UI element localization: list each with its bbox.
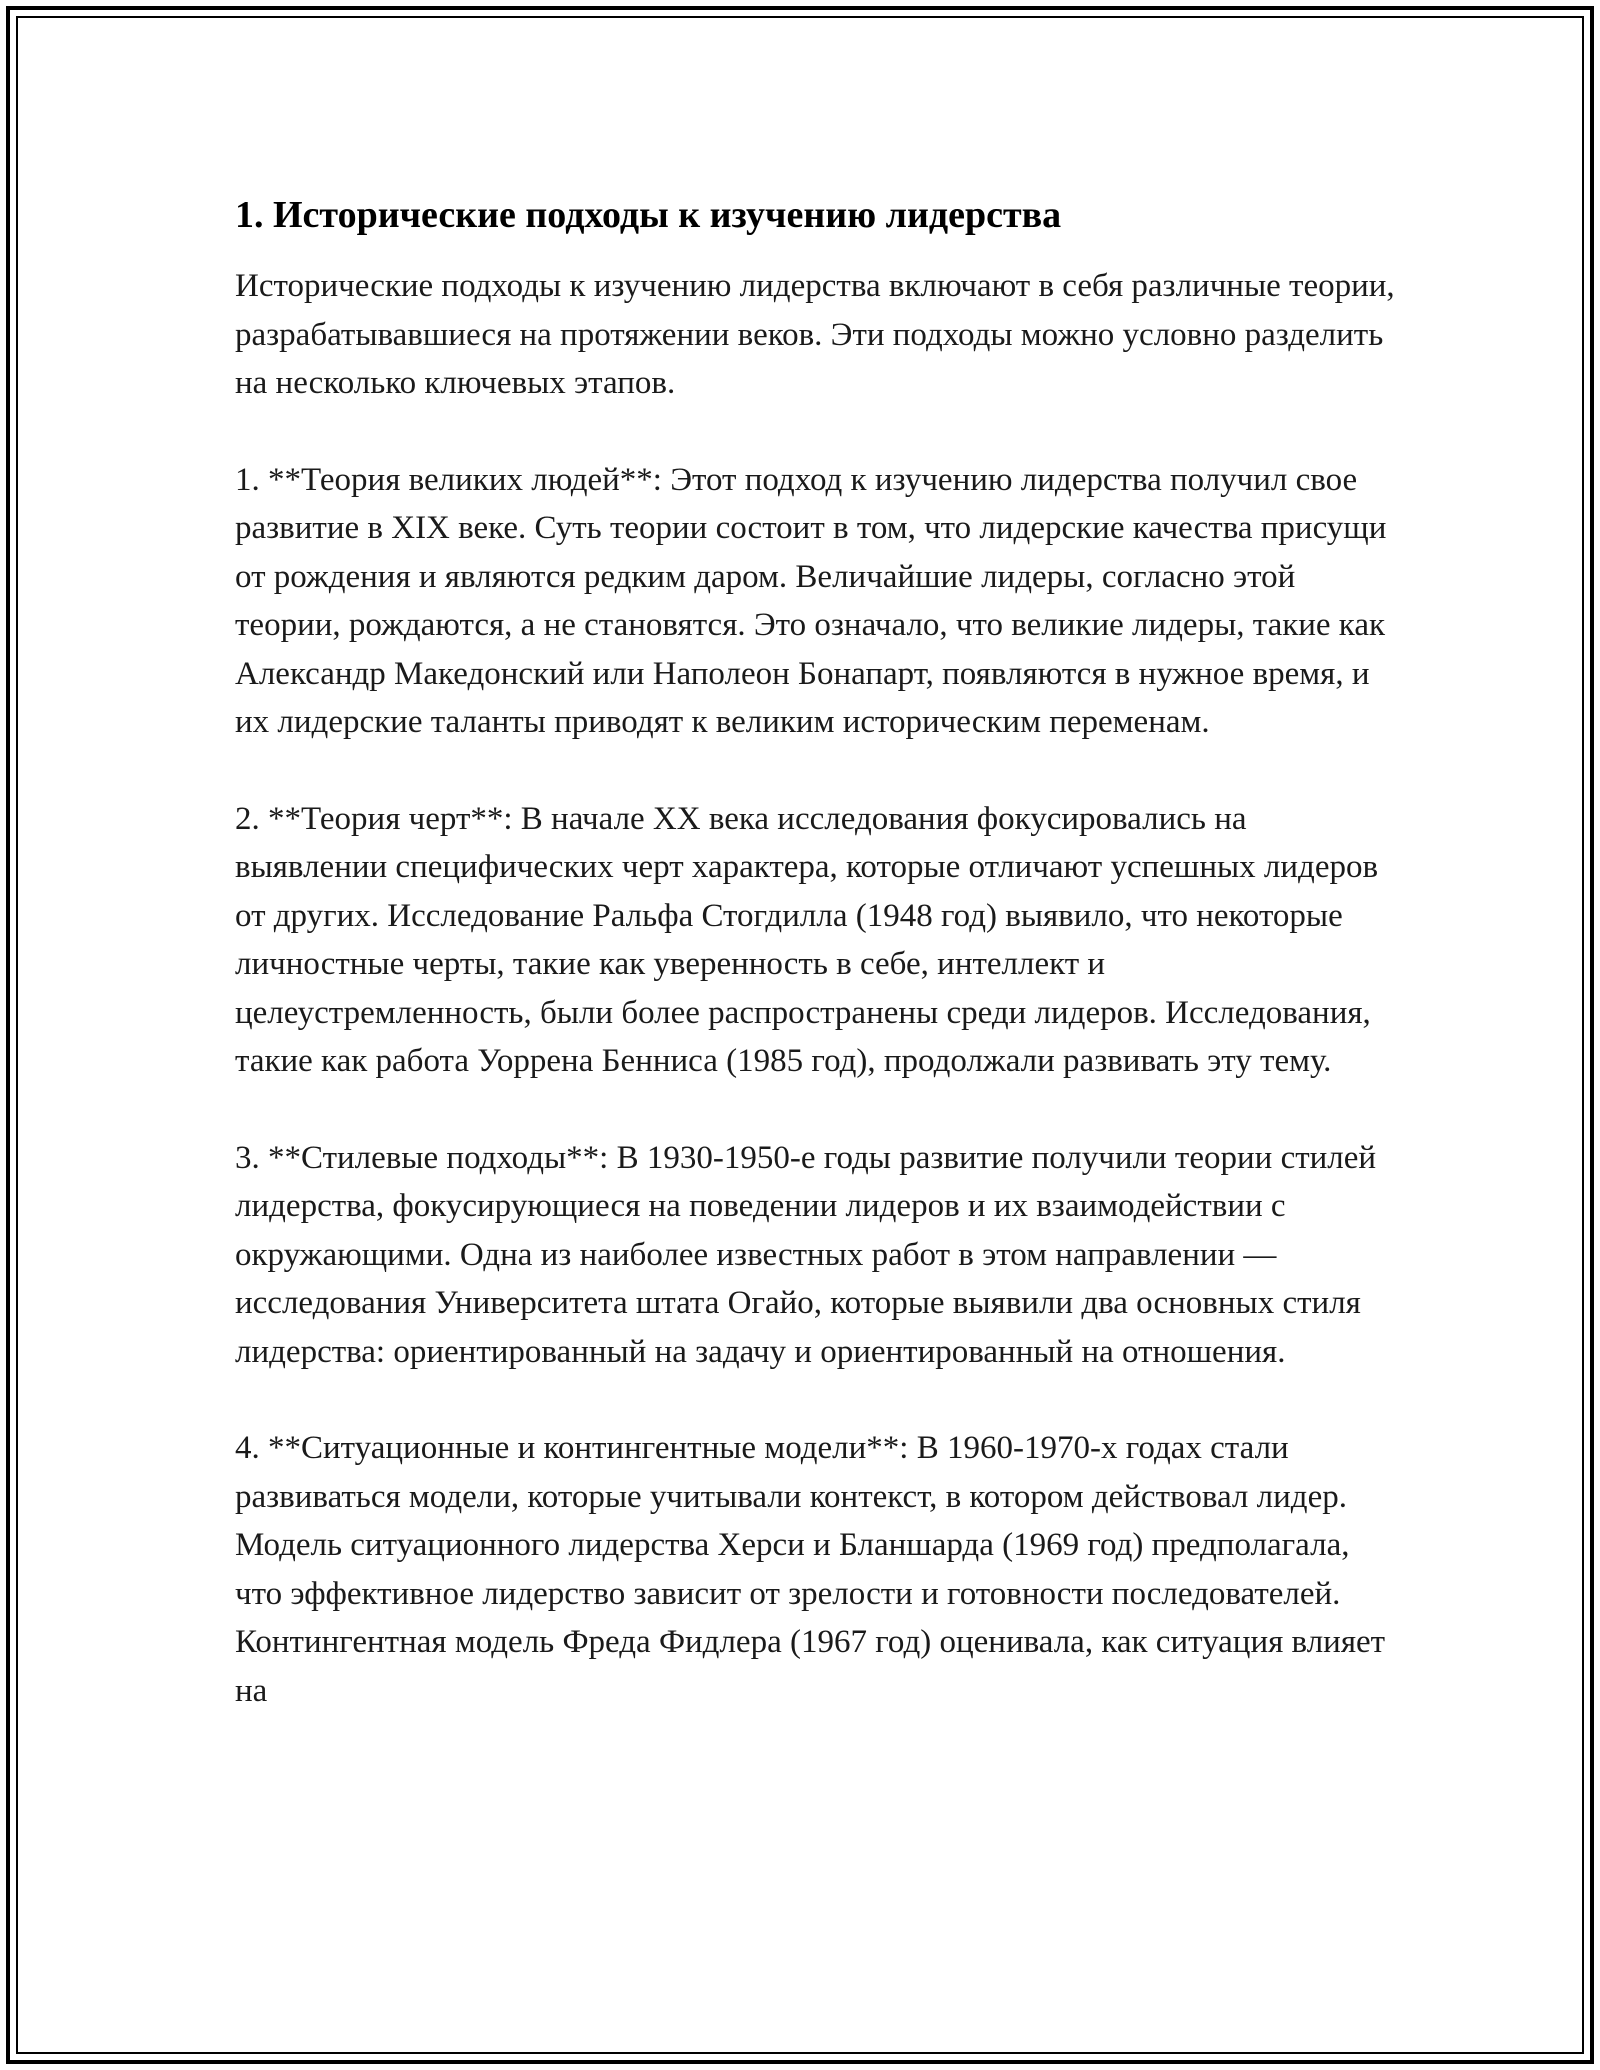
paragraph-great-man-theory: 1. **Теория великих людей**: Этот подход к изучению лидерства получил свое развитие в XIX веке. Суть теории состоит в том, что лидерские качества присущи от рождения и являются редким даром. Величайшие лидеры, согласно этой теории, рождаются, а не становятся. Это означало, что великие лидеры, такие как Александр Македонский или Наполеон Бонапарт, появляются в нужное время, и их лидерские таланты приводят к великим историческим переменам. [235,461,1387,740]
paragraph-style-approaches: 3. **Стилевые подходы**: В 1930-1950-е годы развитие получили теории стилей лидерства, фокусирующиеся на поведении лидеров и их взаимодействии с окружающими. Одна из наиболее известных работ в этом направлении — исследования Университета штата Огайо, которые выявили два основных стиля лидерства: ориентированный на задачу и ориентированный на отношения. [235,1139,1377,1370]
document-body [235,190,1395,1763]
paragraph-situational-models: 4. **Ситуационные и контингентные модели**: В 1960-1970-х годах стали развиваться модели, которые учитывали контекст, в котором действовал лидер. Модель ситуационного лидерства Херси и Бланшарда (1969 год) предполагала, что эффективное лидерство зависит от зрелости и готовности последователей. Контингентная модель Фреда Фидлера (1967 год) оценивала, как ситуация влияет на [235,1430,1386,1709]
section-heading: 1. Исторические подходы к изучению лидерства [235,194,1062,236]
paragraph-intro: Исторические подходы к изучению лидерства включают в себя различные теории, разрабатывавшиеся на протяжении веков. Эти подходы можно условно разделить на несколько ключевых этапов. [235,268,1395,401]
paragraph-trait-theory: 2. **Теория черт**: В начале XX века исследования фокусировались на выявлении специфических черт характера, которые отличают успешных лидеров от других. Исследование Ральфа Стогдилла (1948 год) выявило, что некоторые личностные черты, такие как уверенность в себе, интеллект и целеустремленность, были более распространены среди лидеров. Исследования, такие как работа Уоррена Бенниса (1985 год), продолжали развивать эту тему. [235,800,1379,1079]
